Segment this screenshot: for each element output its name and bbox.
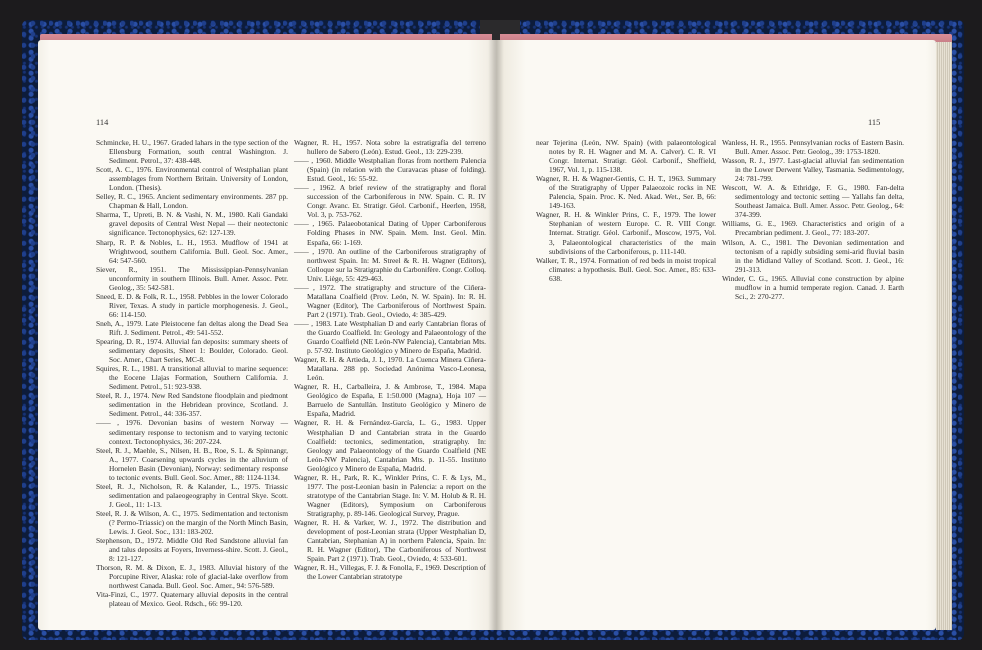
reference-entry: Wescott, W. A. & Ethridge, F. G., 1980. Fan-delta sedimentology and tectonic setting — Yallahs fan delta, Southeast Jamaica. Bull. Amer. Assoc. Petr. Geolog., 64: 374-399. <box>722 183 904 220</box>
reference-entry: Wagner, R. H., 1957. Nota sobre la estratigrafía del terreno hullero de Sabero (León). Estud. Geol., 13: 229-239. <box>294 138 486 157</box>
reference-entry: Sneed, E. D. & Folk, R. L., 1958. Pebbles in the lower Colorado River, Texas. A study in particle morphogenesis. J. Geol., 66: 114-150. <box>96 291 288 319</box>
reference-entry: Wagner, R. H. & Wagner-Gentis, C. H. T., 1963. Summary of the Stratigraphy of Upper Palaeozoic rocks in NE Palencia, Spain. Proc. K. Ned. Akad. Wet., Ser. B, 66: 149-163. <box>536 174 716 211</box>
right-page-column-1 <box>536 138 716 283</box>
reference-entry: Wasson, R. J., 1977. Last-glacial alluvial fan sedimentation in the Lower Derwent Valley, Tasmania. Sedimentology, 24: 781-799. <box>722 156 904 184</box>
reference-entry: Squires, R. L., 1981. A transitional alluvial to marine sequence: the Eocene Llajas Formation, Southern California. J. Sediment. Petrol., 51: 923-938. <box>96 364 288 392</box>
reference-entry: Vita-Finzi, C., 1977. Quaternary alluvial deposits in the central plateau of Mexico. Geol. Rdsch., 66: 99-120. <box>96 590 288 609</box>
right-page <box>496 40 936 630</box>
left-page-column-2 <box>294 138 486 581</box>
reference-entry: Stephenson, D., 1972. Middle Old Red Sandstone alluvial fan and talus deposits at Foyers, Inverness-shire. Scott. J. Geol., 8: 121-127. <box>96 536 288 564</box>
reference-entry: Steel, R. J., 1974. New Red Sandstone floodplain and piedmont sedimentation in the Hebridean province, Scotland. J. Sediment. Petrol., 44: 336-357. <box>96 391 288 419</box>
reference-entry: Thorson, R. M. & Dixon, E. J., 1983. Alluvial history of the Porcupine River, Alaska: role of glacial-lake overflow from northwest Canada. Bull. Geol. Soc. Amer., 94: 576-589. <box>96 563 288 591</box>
reference-entry: Sneh, A., 1979. Late Pleistocene fan deltas along the Dead Sea Rift. J. Sediment. Petrol., 49: 541-552. <box>96 318 288 337</box>
reference-entry: —— , 1970. An outline of the Carboniferous stratigraphy of northwest Spain. In: M. Streel & R. H. Wagner (Editors), Colloque sur la Stratigraphie du Carbonifère. Congr. Colloq. Univ. Liège, 55: 429-463. <box>294 246 486 283</box>
reference-entry: Wanless, H. R., 1955. Pennsylvanian rocks of Eastern Basin. Bull. Amer. Assoc. Petr. Geolog., 39: 1753-1820. <box>722 138 904 157</box>
reference-entry: Williams, G. E., 1969. Characteristics and origin of a Precambrian pediment. J. Geol., 77: 183-207. <box>722 219 904 238</box>
reference-entry: —— , 1972. The stratigraphy and structure of the Ciñera-Matallana Coalfield (Prov. León, N. W. Spain). In: R. H. Wagner (Editor), The Carboniferous of Northwest Spain. Part 2 (1971). Trab. Geol., Oviedo, 4: 385-429. <box>294 282 486 319</box>
reference-entry: Spearing, D. R., 1974. Alluvial fan deposits: summary sheets of sedimentary deposits, Sheet 1: Boulder, Colorado. Geol. Soc. Amer., Chart Series, MC-8. <box>96 337 288 365</box>
reference-entry: Wagner, R. H., Carballeira, J. & Ambrose, T., 1984. Mapa Geológico de España, E 1:50.000 (Magna), Hoja 107 — Barruelo de Santullán. Instituto Geológico y Minero de España, Madrid. <box>294 382 486 419</box>
reference-entry: —— , 1976. Devonian basins of western Norway — sedimentary response to tectonism and to varying tectonic context. Tectonophysics, 36: 207-224. <box>96 418 288 446</box>
reference-entry: Selley, R. C., 1965. Ancient sedimentary environments. 287 pp. Chapman & Hall, London. <box>96 192 288 211</box>
page-number-left: 114 <box>96 118 109 127</box>
reference-entry: Wilson, A. C., 1981. The Devonian sedimentation and tectonism of a rapidly subsiding semi-arid fluvial basin in the Midland Valley of Scotland. Scott. J. Geol., 16: 291-313. <box>722 237 904 274</box>
reference-entry: Wagner, R. H., Park, R. K., Winkler Prins, C. F. & Lys, M., 1977. The post-Leonian basin in Palencia: a report on the stratotype of the Cantabrian Stage. In: V. M. Holub & R. H. Wagner (Editors), Symposium on Carboniferous Stratigraphy, p. 89-146. Geological Survey, Prague. <box>294 472 486 518</box>
book-gutter <box>488 40 504 630</box>
reference-entry: Steel, R. J., Nicholson, R. & Kalander, L., 1975. Triassic sedimentation and palaeogeography in Central Skye. Scott. J. Geol., 11: 1-13. <box>96 481 288 509</box>
reference-entry: Scott, A. C., 1976. Environmental control of Westphalian plant assemblages from Northern Britain. University of London, London. (Thesis). <box>96 165 288 193</box>
reference-entry: Walker, T. R., 1974. Formation of red beds in moist tropical climates: a hypothesis. Bull. Geol. Soc. Amer., 85: 633-638. <box>536 255 716 283</box>
right-page-column-2 <box>722 138 904 301</box>
page-edge-right <box>936 42 952 630</box>
reference-entry: —— , 1983. Late Westphalian D and early Cantabrian floras of the Guardo Coalfield. In: Geology and Palaeontology of the Guardo Coalfield (NE León-NW Palencia), Cantabrian Mts. p. 57-92. Instituto Geológico y Minero de España, Madrid. <box>294 318 486 356</box>
reference-entry: Wagner, R. H. & Varker, W. J., 1972. The distribution and development of post-Leonian strata (Upper Westphalian D, Cantabrian, Stephanian A) in northern Palencia, Spain. In: R. H. Wagner (Editor), The Carboniferous of Northwest Spain. Part 2 (1971). Trab. Geol., Oviedo, 4: 533-601. <box>294 517 486 564</box>
reference-entry: Sharma, T., Upreti, B. N. & Vashi, N. M., 1980. Kali Gandaki gravel deposits of Central West Nepal — their neotectonic significance. Tectonophysics, 62: 127-139. <box>96 210 288 238</box>
reference-entry: —— , 1965. Palaeobotanical Dating of Upper Carboniferous Folding Phases in NW. Spain. Mem. Inst. Geol. Min. España, 66: 1-169. <box>294 219 486 247</box>
reference-entry: Wagner, R. H. & Winkler Prins, C. F., 1979. The lower Stephanian of western Europe. C. R. VIII Congr. Internat. Stratigr. Géol. Carbonif., Moscow, 1975, Vol. 3, Palaeontological characteristics of the main subdivisions of the Carboniferous, p. 111-140. <box>536 210 716 256</box>
page-number-right: 115 <box>868 118 881 127</box>
reference-entry: Sharp, R. P. & Nobles, L. H., 1953. Mudflow of 1941 at Wrightwood, southern California. Bull. Geol. Soc. Amer., 64: 547-560. <box>96 237 288 265</box>
reference-entry: Schminckе, H. U., 1967. Graded lahars in the type section of the Ellensburg Formation, south central Washington. J. Sediment. Petrol., 37: 438-448. <box>96 138 288 166</box>
reference-entry: near Tejerina (León, NW. Spain) (with palaeontological notes by R. H. Wagner and M. A. Calver). C. R. VI Congr. Internat. Stratigr. Géol. Carbonif., Sheffield, 1967, Vol. 1, p. 115-138. <box>536 138 716 175</box>
left-page <box>38 40 496 630</box>
reference-entry: Wagner, R. H. & Artieda, J. I., 1970. La Cuenca Minera Ciñera-Matallana. 288 pp. Sociedad Anónima Vasco-Leonesa, León. <box>294 355 486 383</box>
reference-entry: —— , 1962. A brief review of the stratigraphy and floral succession of the Carboniferous in NW. Spain. C. R. IV Congr. Avanc. Et. Stratigr. Géol. Carbonif., Heerlen, 1958, Vol. 3, p. 753-762. <box>294 183 486 220</box>
reference-entry: Wagner, R. H. & Fernández-García, L. G., 1983. Upper Westphalian D and Cantabrian strata in the Guardo Coalfield: tectonics, sedimentation, stratigraphy. In: Geology and Palaeontology of the Guardo Coalfield (NE León-NW Palencia), Cantabrian Mts. p. 11-55. Instituto Geológico y Minero de España, Madrid. <box>294 418 486 473</box>
reference-entry: Steel, R. J., Maehle, S., Nilsen, H. B., Roe, S. L. & Spinnangr, A., 1977. Coarsening upwards cycles in the alluvium of Hornelen Basin (Devonian), Norway: sedimentary response to tectonic events. Bull. Geol. Soc. Amer., 88: 1124-1134. <box>96 445 288 482</box>
reference-entry: Winder, C. G., 1965. Alluvial cone construction by alpine mudflow in a humid temperate region. Canad. J. Earth Sci., 2: 270-277. <box>722 273 904 301</box>
left-page-column-1 <box>96 138 288 608</box>
reference-entry: Steel, R. J. & Wilson, A. C., 1975. Sedimentation and tectonism (? Permo-Triassic) on the margin of the North Minch Basin, Lewis. J. Geol. Soc., 131: 183-202. <box>96 508 288 537</box>
reference-entry: Wagner, R. H., Villegas, F. J. & Fonolla, F., 1969. Description of the Lower Cantabrian stratotype <box>294 563 486 582</box>
reference-entry: Siever, R., 1951. The Mississippian-Pennsylvanian unconformity in southern Illinois. Bull. Amer. Assoc. Petr. Geolog., 35: 542-581. <box>96 264 288 292</box>
reference-entry: —— , 1960. Middle Westphalian floras from northern Palencia (Spain) (in relation with the Curavacas phase of folding). Estud. Geol., 16: 55-92. <box>294 156 486 184</box>
